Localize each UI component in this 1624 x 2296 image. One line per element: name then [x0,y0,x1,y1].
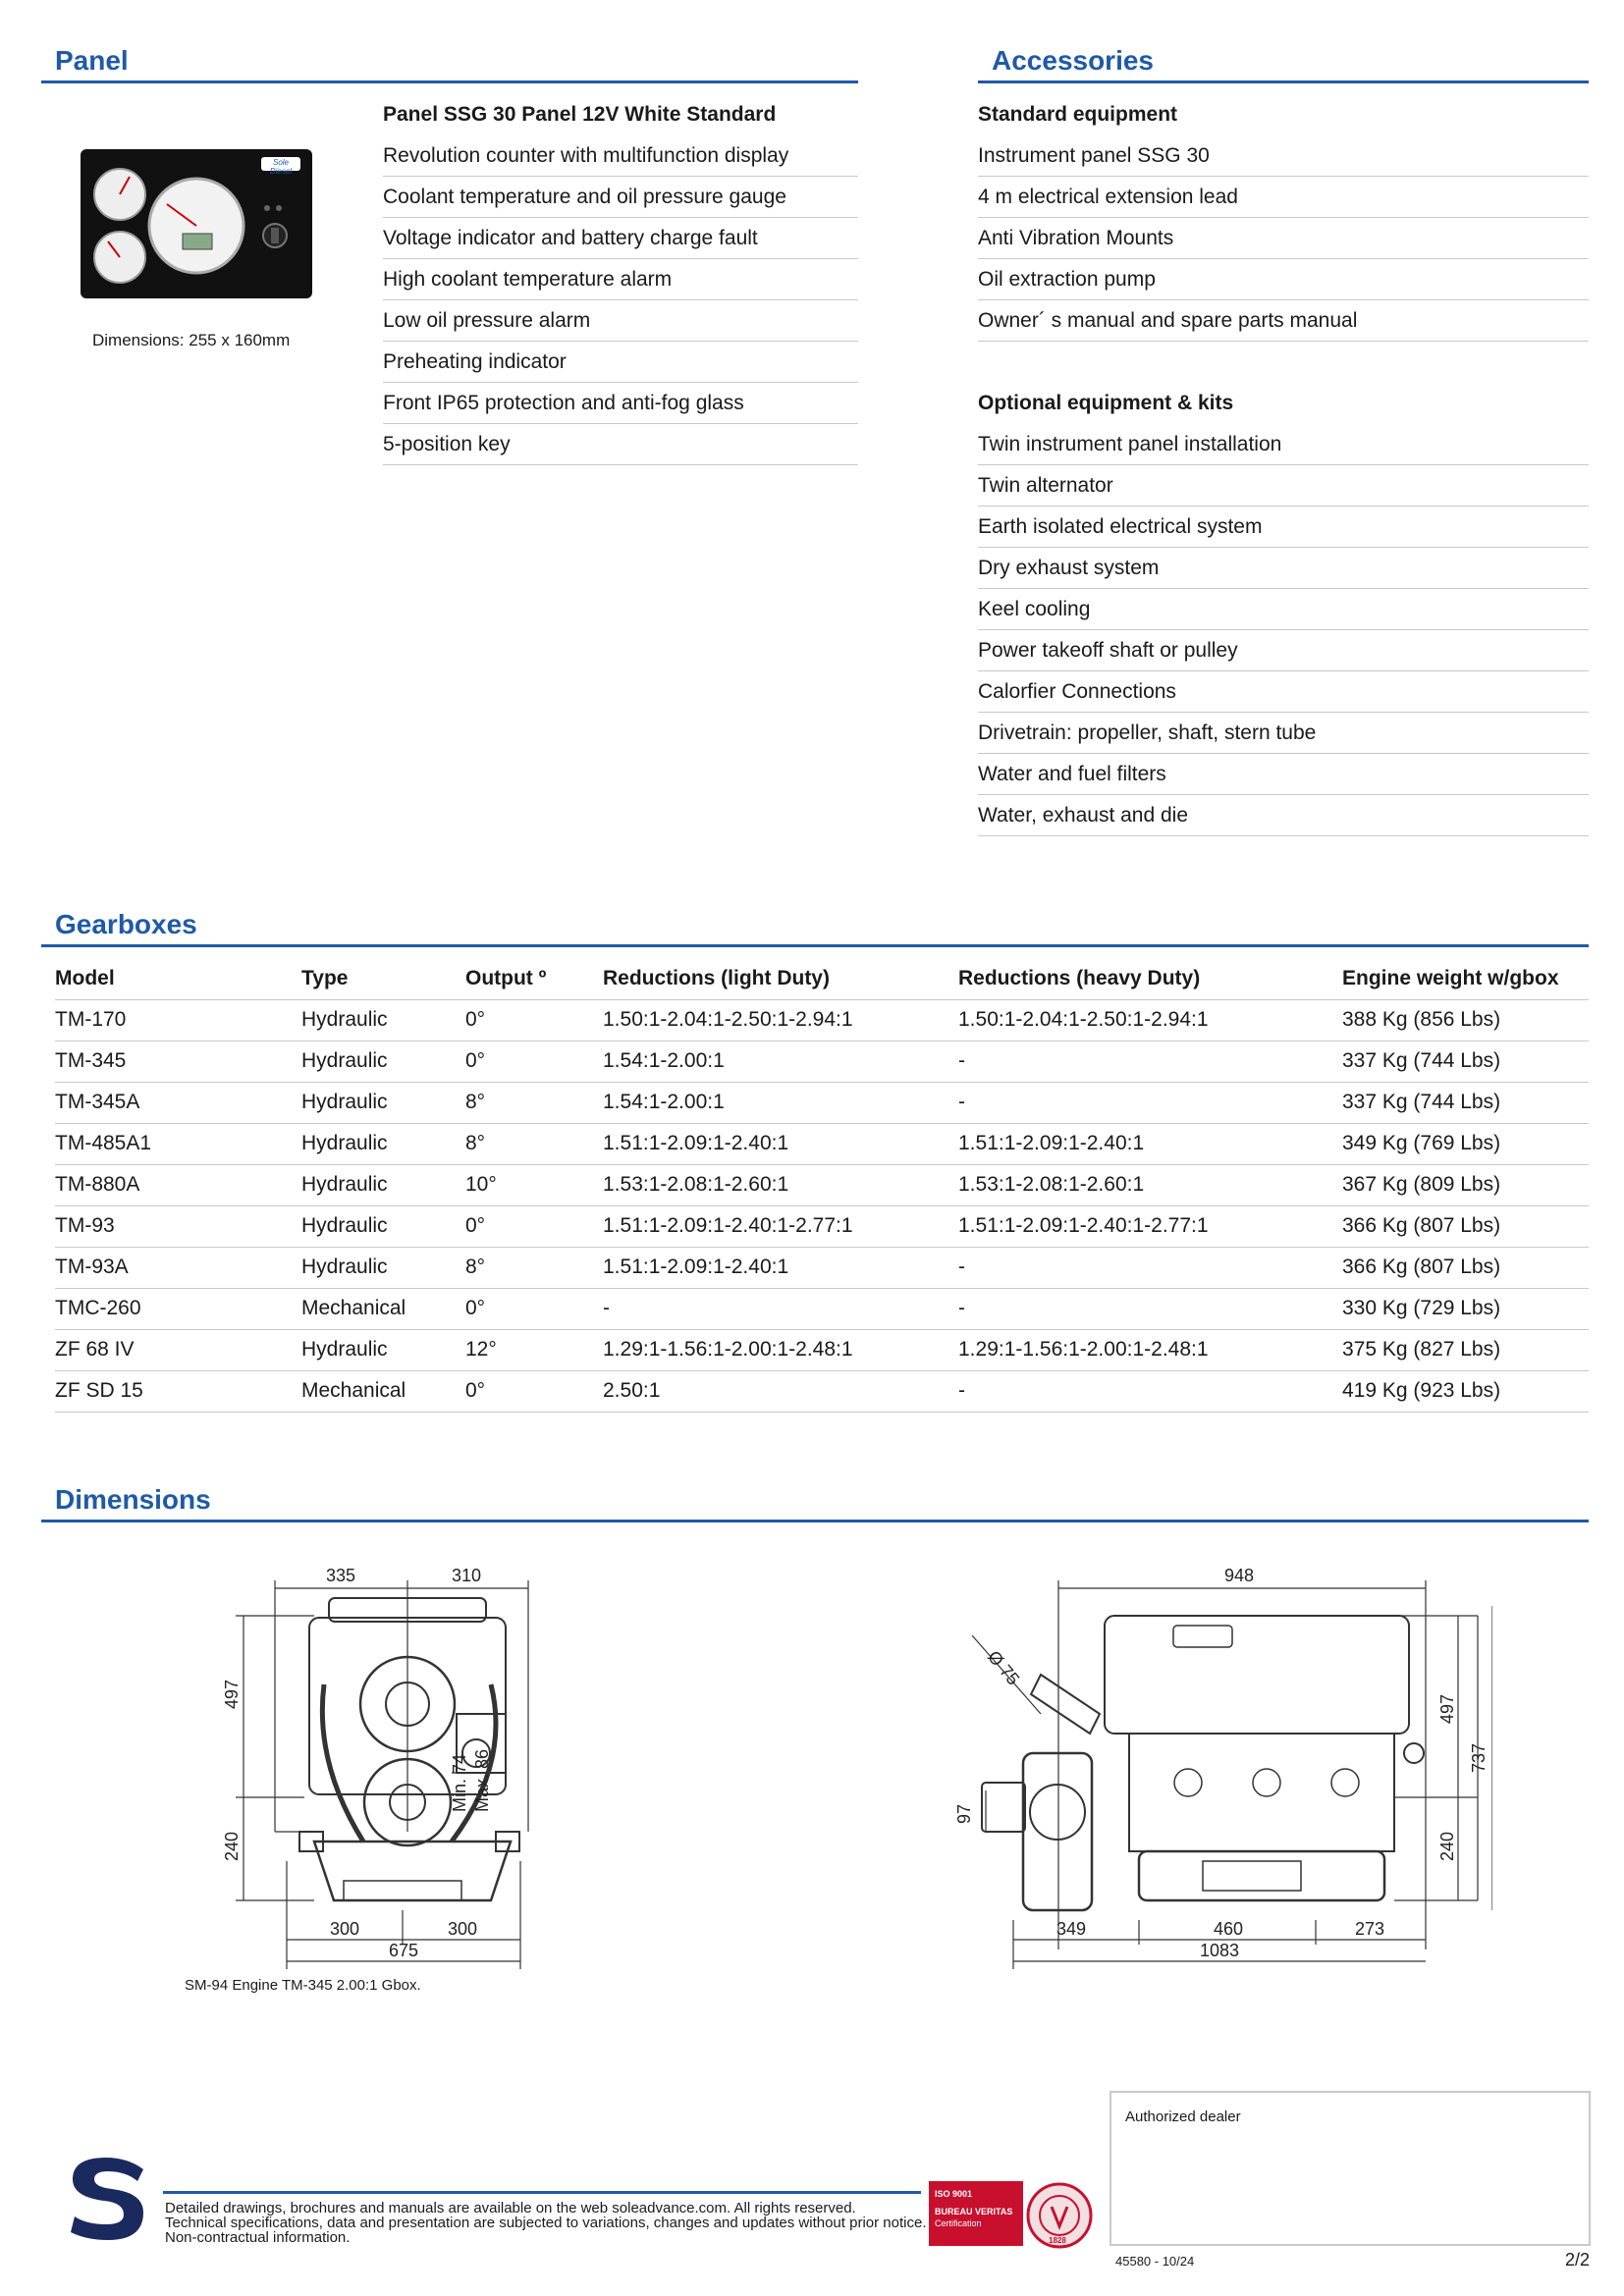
table-cell: 337 Kg (744 Lbs) [1342,1041,1589,1082]
table-cell: 2.50:1 [603,1370,958,1412]
list-item: Dry exhaust system [978,548,1589,589]
table-row [55,999,1589,1041]
list-item: Water and fuel filters [978,754,1589,795]
table-cell: TM-880A [55,1164,301,1205]
dim-label: 675 [389,1941,419,1960]
table-cell: 0° [465,1288,603,1329]
standard-equipment-heading: Standard equipment [978,103,1178,126]
list-item: Anti Vibration Mounts [978,218,1589,259]
dimensions-caption: SM-94 Engine TM-345 2.00:1 Gbox. [185,1977,421,1994]
cert-text: ISO 9001 [935,2189,973,2199]
list-item: Earth isolated electrical system [978,507,1589,548]
list-item: Keel cooling [978,589,1589,630]
table-cell: 1.53:1-2.08:1-2.60:1 [958,1164,1342,1205]
table-cell: 366 Kg (807 Lbs) [1342,1205,1589,1247]
column-header: Engine weight w/gbox [1342,966,1559,989]
panel-feature-list [383,94,858,465]
table-cell: ZF SD 15 [55,1370,301,1412]
gearbox-table-body [55,999,1589,1412]
table-cell: Hydraulic [301,1205,465,1247]
table-row [55,1288,1589,1329]
panel-brand-badge: Sole Diesel [269,158,293,176]
list-item: High coolant temperature alarm [383,259,858,300]
table-row [55,1205,1589,1247]
accessories-section-title: Accessories [992,45,1155,76]
accessories-title-rule [978,80,1589,83]
dim-label: Min. 74 [450,1753,469,1812]
sole-logo-icon [69,2156,147,2240]
table-cell: 419 Kg (923 Lbs) [1342,1370,1589,1412]
table-cell: TMC-260 [55,1288,301,1329]
list-item: Instrument panel SSG 30 [978,135,1589,177]
list-item: Front IP65 protection and anti-fog glass [383,383,858,424]
dim-label: 300 [448,1919,478,1939]
table-cell: 388 Kg (856 Lbs) [1342,999,1589,1041]
dim-label: 310 [452,1566,482,1585]
table-cell: - [958,1370,1342,1412]
column-header: Model [55,966,115,989]
dim-label: 349 [1056,1919,1087,1939]
dim-label: Ø 75 [983,1646,1024,1689]
footer-text-line: Non-contractual information. [165,2229,351,2246]
table-cell: 0° [465,1205,603,1247]
dim-label: 97 [954,1803,974,1824]
table-cell: 12° [465,1329,603,1370]
gearbox-table [55,958,1589,1413]
table-cell: 366 Kg (807 Lbs) [1342,1247,1589,1288]
table-cell: - [958,1041,1342,1082]
list-item: Low oil pressure alarm [383,300,858,342]
list-item: Owner´ s manual and spare parts manual [978,300,1589,342]
table-cell: 1.51:1-2.09:1-2.40:1 [603,1123,958,1164]
table-row [55,1082,1589,1123]
cert-text: BUREAU VERITAS [935,2207,1013,2216]
table-cell: - [958,1288,1342,1329]
table-cell: 367 Kg (809 Lbs) [1342,1164,1589,1205]
table-cell: 1.50:1-2.04:1-2.50:1-2.94:1 [603,999,958,1041]
authorized-dealer-box [1110,2091,1591,2246]
list-spacer [978,342,1589,383]
table-cell: TM-93A [55,1247,301,1288]
table-cell: 1.53:1-2.08:1-2.60:1 [603,1164,958,1205]
panel-heading: Panel SSG 30 Panel 12V White Standard [383,103,777,126]
table-cell: Hydraulic [301,1164,465,1205]
panel-title-rule [41,80,858,83]
table-cell: 1.54:1-2.00:1 [603,1041,958,1082]
list-item: Power takeoff shaft or pulley [978,630,1589,671]
table-cell: 1.51:1-2.09:1-2.40:1 [603,1247,958,1288]
dim-label: Max. 86 [472,1748,492,1812]
table-row [55,1370,1589,1412]
footer-text-line: Detailed drawings, brochures and manuals are available on the web soleadvance.com. All rights reserved. [165,2200,856,2216]
table-cell: TM-93 [55,1205,301,1247]
table-cell: 0° [465,999,603,1041]
table-cell: - [603,1288,958,1329]
footer-text-line: Technical specifications, data and presentation are subjected to variations, changes and updates without prior notice. [165,2215,927,2231]
table-cell: TM-345 [55,1041,301,1082]
table-cell: 1.29:1-1.56:1-2.00:1-2.48:1 [958,1329,1342,1370]
footer-rule [163,2191,921,2194]
table-cell: 1.29:1-1.56:1-2.00:1-2.48:1 [603,1329,958,1370]
gearboxes-section-title: Gearboxes [55,909,197,939]
list-item: Voltage indicator and battery charge fault [383,218,858,259]
column-header: Reductions (heavy Duty) [958,966,1201,989]
table-row [55,1164,1589,1205]
gearboxes-title-rule [41,944,1589,947]
engine-front-view-drawing [216,1557,579,1979]
table-cell: Hydraulic [301,999,465,1041]
page-number: 2/2 [1565,2250,1591,2269]
list-item: Calorfier Connections [978,671,1589,713]
dim-label: 300 [330,1919,360,1939]
list-item: Twin alternator [978,465,1589,507]
table-cell: 10° [465,1164,603,1205]
table-cell: Hydraulic [301,1123,465,1164]
table-cell: - [958,1247,1342,1288]
table-cell: 8° [465,1247,603,1288]
table-cell: 1.50:1-2.04:1-2.50:1-2.94:1 [958,999,1342,1041]
dim-label: 240 [1437,1831,1457,1861]
cert-text: Certification [935,2218,982,2228]
dim-label: 335 [326,1566,356,1585]
panel-section-title: Panel [55,45,129,76]
table-cell: 375 Kg (827 Lbs) [1342,1329,1589,1370]
table-cell: 0° [465,1041,603,1082]
list-item: 4 m electrical extension lead [978,177,1589,218]
document-code: 45580 - 10/24 [1115,2254,1195,2269]
table-cell: 1.51:1-2.09:1-2.40:1-2.77:1 [603,1205,958,1247]
table-cell: 8° [465,1123,603,1164]
optional-equipment-heading: Optional equipment & kits [978,392,1234,414]
table-cell: 337 Kg (744 Lbs) [1342,1082,1589,1123]
table-cell: TM-345A [55,1082,301,1123]
table-cell: 1.51:1-2.09:1-2.40:1 [958,1123,1342,1164]
table-cell: 8° [465,1082,603,1123]
dimensions-section-title: Dimensions [55,1484,211,1515]
dim-label: 1083 [1200,1941,1240,1960]
dim-label: 948 [1224,1566,1255,1585]
table-row [55,1123,1589,1164]
bureau-veritas-certification-badge [929,2181,1096,2250]
accessories-list [978,94,1589,836]
table-cell: TM-170 [55,999,301,1041]
panel-dimensions-caption: Dimensions: 255 x 160mm [92,331,291,349]
list-item: Twin instrument panel installation [978,424,1589,465]
dealer-label: Authorized dealer [1125,2109,1241,2125]
column-header: Output º [465,966,547,989]
dim-label: 273 [1355,1919,1385,1939]
dim-label: 240 [222,1831,242,1861]
instrument-panel-image [81,149,312,298]
table-row [55,1247,1589,1288]
table-cell: 1.51:1-2.09:1-2.40:1-2.77:1 [958,1205,1342,1247]
table-row [55,1041,1589,1082]
table-cell: 330 Kg (729 Lbs) [1342,1288,1589,1329]
table-row [55,1329,1589,1370]
list-item: Revolution counter with multifunction display [383,135,858,177]
list-item: 5-position key [383,424,858,465]
table-cell: Mechanical [301,1370,465,1412]
table-cell: TM-485A1 [55,1123,301,1164]
column-header: Type [301,966,349,989]
dim-label: 497 [222,1679,242,1709]
table-cell: 0° [465,1370,603,1412]
table-cell: 349 Kg (769 Lbs) [1342,1123,1589,1164]
list-item: Drivetrain: propeller, shaft, stern tube [978,713,1589,754]
table-cell: Hydraulic [301,1329,465,1370]
table-cell: - [958,1082,1342,1123]
table-header-row [55,958,1589,999]
dim-label: 460 [1214,1919,1244,1939]
list-item: Preheating indicator [383,342,858,383]
list-item: Coolant temperature and oil pressure gauge [383,177,858,218]
table-cell: Hydraulic [301,1247,465,1288]
engine-side-view-drawing [943,1557,1492,1979]
table-cell: Mechanical [301,1288,465,1329]
table-cell: 1.54:1-2.00:1 [603,1082,958,1123]
list-item: Water, exhaust and die [978,795,1589,836]
table-cell: Hydraulic [301,1041,465,1082]
table-cell: ZF 68 IV [55,1329,301,1370]
seal-year: 1828 [1049,2236,1066,2245]
dim-label: 737 [1469,1742,1489,1773]
list-item: Oil extraction pump [978,259,1589,300]
dim-label: 497 [1437,1693,1457,1724]
table-cell: Hydraulic [301,1082,465,1123]
dimensions-title-rule [41,1520,1589,1522]
column-header: Reductions (light Duty) [603,966,830,989]
